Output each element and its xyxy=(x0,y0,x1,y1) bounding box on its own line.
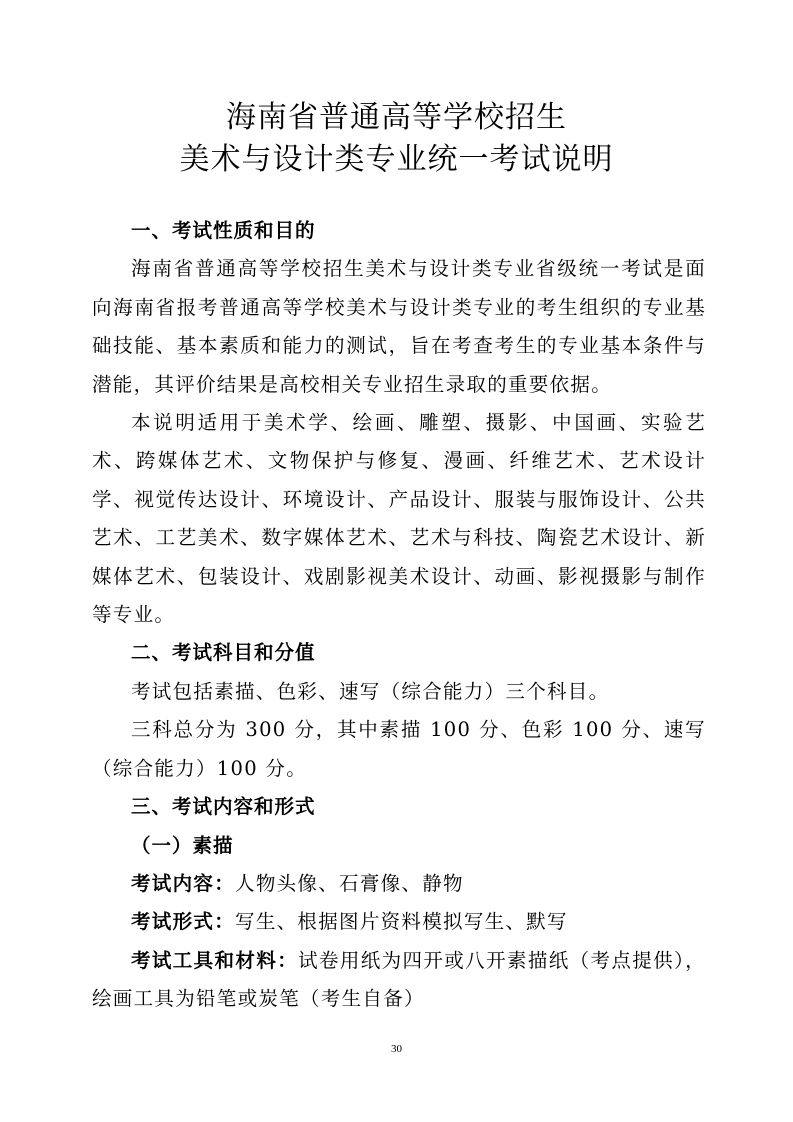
subsection-heading-sketch: （一）素描 xyxy=(131,833,234,857)
paragraph-exam-content xyxy=(92,865,706,903)
exam-form-text: 写生、根据图片资料模拟写生、默写 xyxy=(235,910,568,934)
paragraph-subjects: 考试包括素描、色彩、速写（综合能力）三个科目。 xyxy=(131,679,610,703)
exam-form-label: 考试形式： xyxy=(131,910,236,934)
paragraph-scores: 三科总分为 300 分，其中素描 100 分、色彩 100 分、速写（综合能力）100 分。 xyxy=(92,718,706,780)
section-heading-2: 二、考试科目和分值 xyxy=(131,641,316,665)
exam-tools-text: 试卷用纸为四开或八开素描纸（考点提供），绘画工具为铅笔或炭笔（考生自备） xyxy=(92,948,706,1011)
document-title-line-2: 美术与设计类专业统一考试说明 xyxy=(179,142,614,177)
page-number: 30 xyxy=(391,1043,402,1055)
exam-content-label: 考试内容： xyxy=(131,871,236,895)
paragraph-exam-nature: 海南省普通高等学校招生美术与设计类专业省级统一考试是面向海南省报考普通高等学校美术与设计类专业的考生组织的专业基础技能、基本素质和能力的测试，旨在考查考生的专业基本条件与潜能，其评价结果是高校相关专业招生录取的重要依据。 xyxy=(92,257,706,396)
section-heading-3: 三、考试内容和形式 xyxy=(131,795,316,819)
exam-content-text: 人物头像、石膏像、静物 xyxy=(235,871,464,895)
paragraph-applicable-majors: 本说明适用于美术学、绘画、雕塑、摄影、中国画、实验艺术、跨媒体艺术、文物保护与修复、漫画、纤维艺术、艺术设计学、视觉传达设计、环境设计、产品设计、服装与服饰设计、公共艺术、工艺美术、数字媒体艺术、艺术与科技、陶瓷艺术设计、新媒体艺术、包装设计、戏剧影视美术设计、动画、影视摄影与制作等专业。 xyxy=(92,411,706,627)
paragraph-exam-form xyxy=(92,903,706,941)
document-body xyxy=(92,212,706,1019)
section-heading-1: 一、考试性质和目的 xyxy=(131,219,316,242)
exam-tools-label: 考试工具和材料： xyxy=(131,948,299,972)
document-title-line-1: 海南省普通高等学校招生 xyxy=(226,100,567,135)
paragraph-exam-tools xyxy=(92,942,706,1019)
